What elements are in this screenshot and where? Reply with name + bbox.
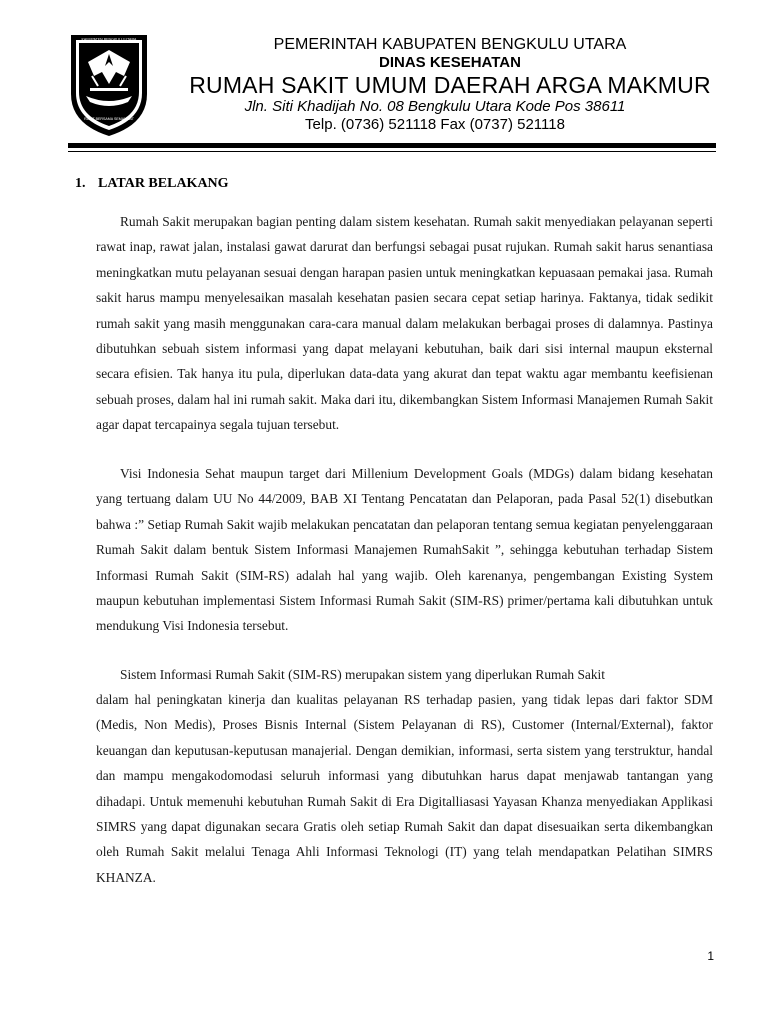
- paragraph-2: Visi Indonesia Sehat maupun target dari Millenium Development Goals (MDGs) dalam bidang kesehatan yang tertuang dalam UU No 44/2009, BAB XI Tentang Pencatatan dan Pelaporan, pada Pasal 52(1) disebutkan bahwa :” Setiap Rumah Sakit wajib melakukan pencatatan dan pelaporan tentang semua kegiatan penyelenggaraan Rumah Sakit dalam bentuk Sistem Informasi Manajemen RumahSakit ”, sehingga kebutuhan terhadap Sistem Informasi Rumah Sakit (SIM-RS) adalah hal yang wajib. Oleh karenanya, pengembangan Existing System maupun kebutuhan implementasi Sistem Informasi Rumah Sakit (SIM-RS) primer/pertama kali dibutuhkan untuk mendukung Visi Indonesia tersebut.: [96, 466, 713, 634]
- page-number: 1: [707, 949, 714, 963]
- letterhead-rule-thick: [68, 143, 716, 148]
- letterhead-rule-thin: [68, 151, 716, 152]
- section-title: LATAR BELAKANG: [98, 176, 229, 191]
- regency-emblem-logo: [68, 32, 150, 138]
- section-number: 1.: [75, 176, 86, 191]
- address-line: Jln. Siti Khadijah No. 08 Bengkulu Utara Kode Pos 38611: [244, 98, 626, 115]
- logo-top-text: KABUPATEN BENGKULU UTARA: [81, 37, 137, 42]
- logo-motto-text: RAKIT BERSAMA SEMANGAT: [84, 117, 134, 121]
- department-name: DINAS KESEHATAN: [379, 54, 521, 71]
- hospital-name: RUMAH SAKIT UMUM DAERAH ARGA MAKMUR: [189, 72, 711, 98]
- contact-line: Telp. (0736) 521118 Fax (0737) 521118: [305, 116, 565, 133]
- section-heading: [75, 176, 229, 192]
- paragraph-3: dalam hal peningkatan kinerja dan kualitas pelayanan RS terhadap pasien, yang tidak lepas dari faktor SDM (Medis, Non Medis), Proses Bisnis Internal (Sistem Pelayanan di RS), Customer (Internal/External), faktor keuangan dan keputusan-keputusan manajerial. Dengan demikian, informasi, serta sistem yang terstruktur, handal dan mampu mengakodomodasi seluruh informasi yang dibutuhkan harus dapat menjawab tantangan yang dihadapi. Untuk memenuhi kebutuhan Rumah Sakit di Era Digitalliasasi Yayasan Khanza menyediakan Applikasi SIMRS yang dapat digunakan secara Gratis oleh setiap Rumah Sakit dan dapat disesuaikan serta dikembangkan oleh Rumah Sakit melalui Tenaga Ahli Informasi Teknologi (IT) yang telah mendapatkan Pelatihan SIMRS KHANZA.: [96, 692, 713, 885]
- paragraph-1: Rumah Sakit merupakan bagian penting dalam sistem kesehatan. Rumah sakit menyediakan pelayanan seperti rawat inap, rawat jalan, instalasi gawat darurat dan berfungsi sebagai pusat rujukan. Rumah sakit harus senantiasa meningkatkan mutu pelayanan sesuai dengan harapan pasien untuk meningkatkan kepuasaan pemakai jasa. Rumah sakit harus mampu menyelesaikan masalah kesehatan pasien secara cepat setiap harinya. Faktanya, tidak sedikit rumah sakit yang masih menggunakan cara-cara manual dalam melakukan berbagai proses di dalamnya. Pastinya dibutuhkan sebuah sistem informasi yang dapat melayani kebutuhan, baik dari sisi internal maupun eksternal secara efisien. Tak hanya itu pula, diperlukan data-data yang akurat dan tepat waktu agar membantu keefisienan sebuah proses, dalam hal ini rumah sakit. Maka dari itu, dikembangkan Sistem Informasi Manajemen Rumah Sakit agar dapat tercapainya segala tujuan tersebut.: [96, 214, 713, 433]
- government-name: PEMERINTAH KABUPATEN BENGKULU UTARA: [273, 36, 627, 53]
- paragraph-3-first-line: Sistem Informasi Rumah Sakit (SIM-RS) merupakan sistem yang diperlukan Rumah Sakit: [120, 667, 605, 682]
